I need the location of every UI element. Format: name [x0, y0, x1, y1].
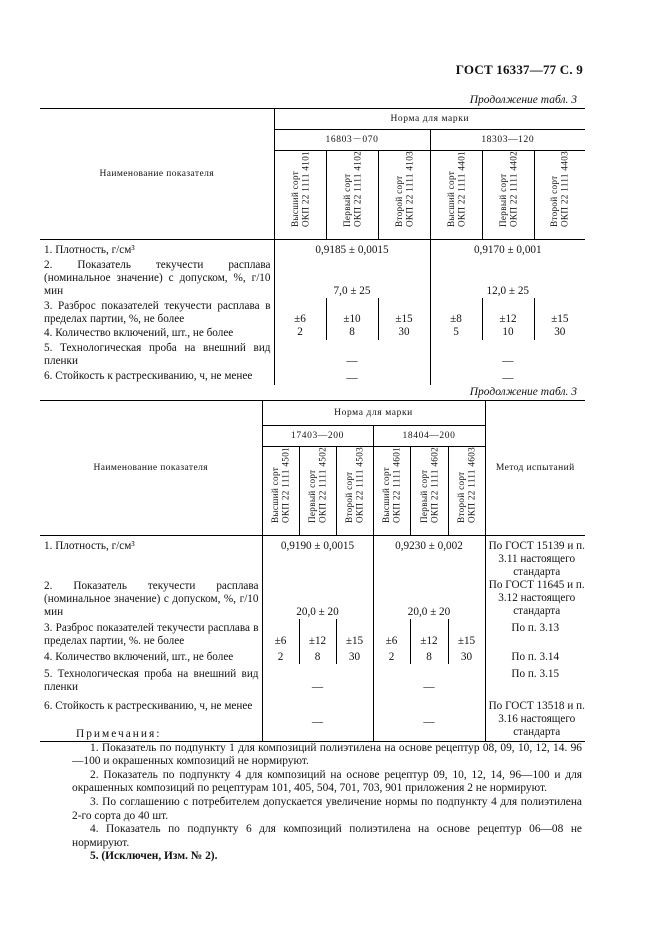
row-cell: ±12 [410, 619, 448, 648]
row-cell: ±15 [378, 298, 430, 326]
table1-grade-header: Второй сорт ОКП 22 1111 4103 [378, 151, 430, 240]
row-value: 0,9190 ± 0,0015 [262, 536, 373, 580]
table-row [40, 579, 585, 619]
table2 [40, 400, 585, 742]
table2-grade-header: Первый сорт ОКП 22 1111 4602 [410, 447, 448, 536]
table-row [40, 257, 585, 298]
table-row [40, 298, 585, 326]
row-cell: ±15 [448, 619, 485, 648]
row-value: 12,0 ± 25 [430, 257, 585, 298]
row-cell: ±6 [373, 619, 410, 648]
note-item: 1. Показатель по подпункту 1 для композиций полиэтилена на основе рецептур 08, 09, 10, 12, 14. 96—100 и окрашенных композиций не нормируют. [72, 741, 582, 768]
note-item: 5. (Исключен, Изм. № 2). [90, 850, 218, 863]
row-value: 0,9170 ± 0,001 [430, 240, 585, 258]
row-cell: 30 [378, 326, 430, 340]
table1-grade-header: Первый сорт ОКП 22 1111 4402 [482, 151, 534, 240]
row-cell: 30 [534, 326, 585, 340]
table2-grade-header: Второй сорт ОКП 22 1111 4503 [336, 447, 373, 536]
row-cell: 8 [410, 648, 448, 664]
row-name: 5. Технологическая проба на внешний вид пленки [44, 668, 259, 693]
table2-continuation: Продолжение табл. 3 [469, 386, 577, 398]
table2-group-2: 18404—200 [373, 426, 485, 447]
table2-grade-header: Второй сорт ОКП 22 1111 4603 [448, 447, 485, 536]
row-cell: ±8 [430, 298, 482, 326]
row-cell: ±10 [326, 298, 378, 326]
row-name: 6. Стойкость к растрескиванию, ч, не менее [44, 700, 253, 712]
table-row [40, 619, 585, 648]
notes [72, 728, 582, 864]
row-name: 2. Показатель текучести расплава (номинальное значение) с допуском, %, г/10 мин [44, 259, 271, 297]
row-name: 4. Количество включений, шт., не более [44, 327, 234, 339]
row-cell: 8 [326, 326, 378, 340]
row-value: — [430, 340, 585, 368]
note-item: 4. Показатель по подпункту 6 для композиций полиэтилена на основе рецептур 06—08 не нормируют. [72, 823, 582, 849]
table1-grade-header: Высший сорт ОКП 22 1111 4101 [274, 151, 326, 240]
row-name: 3. Разброс показателей текучести расплава в пределах партии, %, не более [44, 300, 271, 325]
table2-norm-header: Норма для марки [262, 401, 485, 426]
row-value: — [262, 694, 373, 742]
row-method: По п. 3.14 [485, 648, 585, 664]
table1-group-1: 16803－070 [274, 130, 430, 151]
table1-grade-header: Первый сорт ОКП 22 1111 4102 [326, 151, 378, 240]
row-value: 20,0 ± 20 [262, 579, 373, 619]
page-header: ГОСТ 16337—77 С. 9 [455, 62, 583, 77]
table2-grade-header: Высший сорт ОКП 22 1111 4601 [373, 447, 410, 536]
table-row [40, 664, 585, 694]
notes-title: Примечания: [76, 728, 162, 740]
table-row [40, 240, 585, 258]
table-row [40, 340, 585, 368]
row-name: 3. Разброс показателей текучести расплава в пределах партии, %. не более [44, 622, 259, 647]
table-row [40, 326, 585, 340]
table1-continuation: Продолжение табл. 3 [469, 94, 577, 106]
row-cell: 30 [336, 648, 373, 664]
row-name: 4. Количество включений, шт., не более [44, 651, 234, 663]
table-row [40, 648, 585, 664]
row-method: По ГОСТ 11645 и п. 3.12 настоящего стандарта [485, 579, 585, 619]
row-cell: 10 [482, 326, 534, 340]
table2-name-header: Наименование показателя [40, 401, 262, 536]
row-cell: 5 [430, 326, 482, 340]
row-name: 2. Показатель текучести расплава (номинальное значение) с допуском, %, г/10 мин [44, 580, 259, 618]
row-value: — [373, 664, 485, 694]
row-cell: 2 [274, 326, 326, 340]
row-name: 1. Плотность, г/см³ [44, 540, 135, 552]
row-method: По ГОСТ 15139 и п. 3.11 настоящего стандарта [485, 536, 585, 580]
table1-name-header: Наименование показателя [40, 109, 274, 240]
row-cell: ±6 [262, 619, 299, 648]
table1-grade-header: Высший сорт ОКП 22 1111 4401 [430, 151, 482, 240]
table2-method-header: Метод испытаний [485, 401, 585, 536]
row-cell: 2 [262, 648, 299, 664]
row-cell: ±12 [482, 298, 534, 326]
table-row [40, 536, 585, 580]
row-cell: ±6 [274, 298, 326, 326]
table2-group-1: 17403—200 [262, 426, 373, 447]
row-cell: 2 [373, 648, 410, 664]
table1-grade-header: Второй сорт ОКП 22 1111 4403 [534, 151, 585, 240]
table2-grade-header: Первый сорт ОКП 22 1111 4502 [299, 447, 336, 536]
row-method: По п. 3.13 [485, 619, 585, 648]
row-cell: 30 [448, 648, 485, 664]
row-value: — [274, 368, 430, 385]
row-value: 7,0 ± 25 [274, 257, 430, 298]
table-row [40, 368, 585, 385]
table1-group-2: 18303—120 [430, 130, 585, 151]
row-value: — [430, 368, 585, 385]
table1 [40, 108, 585, 385]
row-value: 20,0 ± 20 [373, 579, 485, 619]
row-name: 6. Стойкость к растрескиванию, ч, не менее [44, 370, 253, 382]
row-cell: 8 [299, 648, 336, 664]
row-name: 5. Технологическая проба на внешний вид пленки [44, 342, 271, 367]
table1-norm-header: Норма для марки [274, 109, 585, 130]
row-value: 0,9185 ± 0,0015 [274, 240, 430, 258]
row-cell: ±12 [299, 619, 336, 648]
row-cell: ±15 [336, 619, 373, 648]
row-method: По ГОСТ 13518 и п. 3.16 настоящего стандарта [485, 694, 585, 742]
table2-grade-header: Высший сорт ОКП 22 1111 4501 [262, 447, 299, 536]
row-method: По п. 3.15 [485, 664, 585, 694]
note-item: 2. Показатель по подпункту 4 для композиций на основе рецептур 09, 10, 12, 14, 96—100 и для окрашенных композиций по рецептурам 101, 405, 504, 701, 703, 901 приложения 2 не нормируют. [72, 768, 582, 795]
row-value: 0,9230 ± 0,002 [373, 536, 485, 580]
row-value: — [373, 694, 485, 742]
note-item: 3. По соглашению с потребителем допускается увеличение нормы по подпункту 4 для полиэтилена 2-го сорта до 40 шт. [72, 795, 582, 822]
row-name: 1. Плотность, г/см³ [44, 244, 135, 256]
row-value: — [274, 340, 430, 368]
row-cell: ±15 [534, 298, 585, 326]
row-value: — [262, 664, 373, 694]
